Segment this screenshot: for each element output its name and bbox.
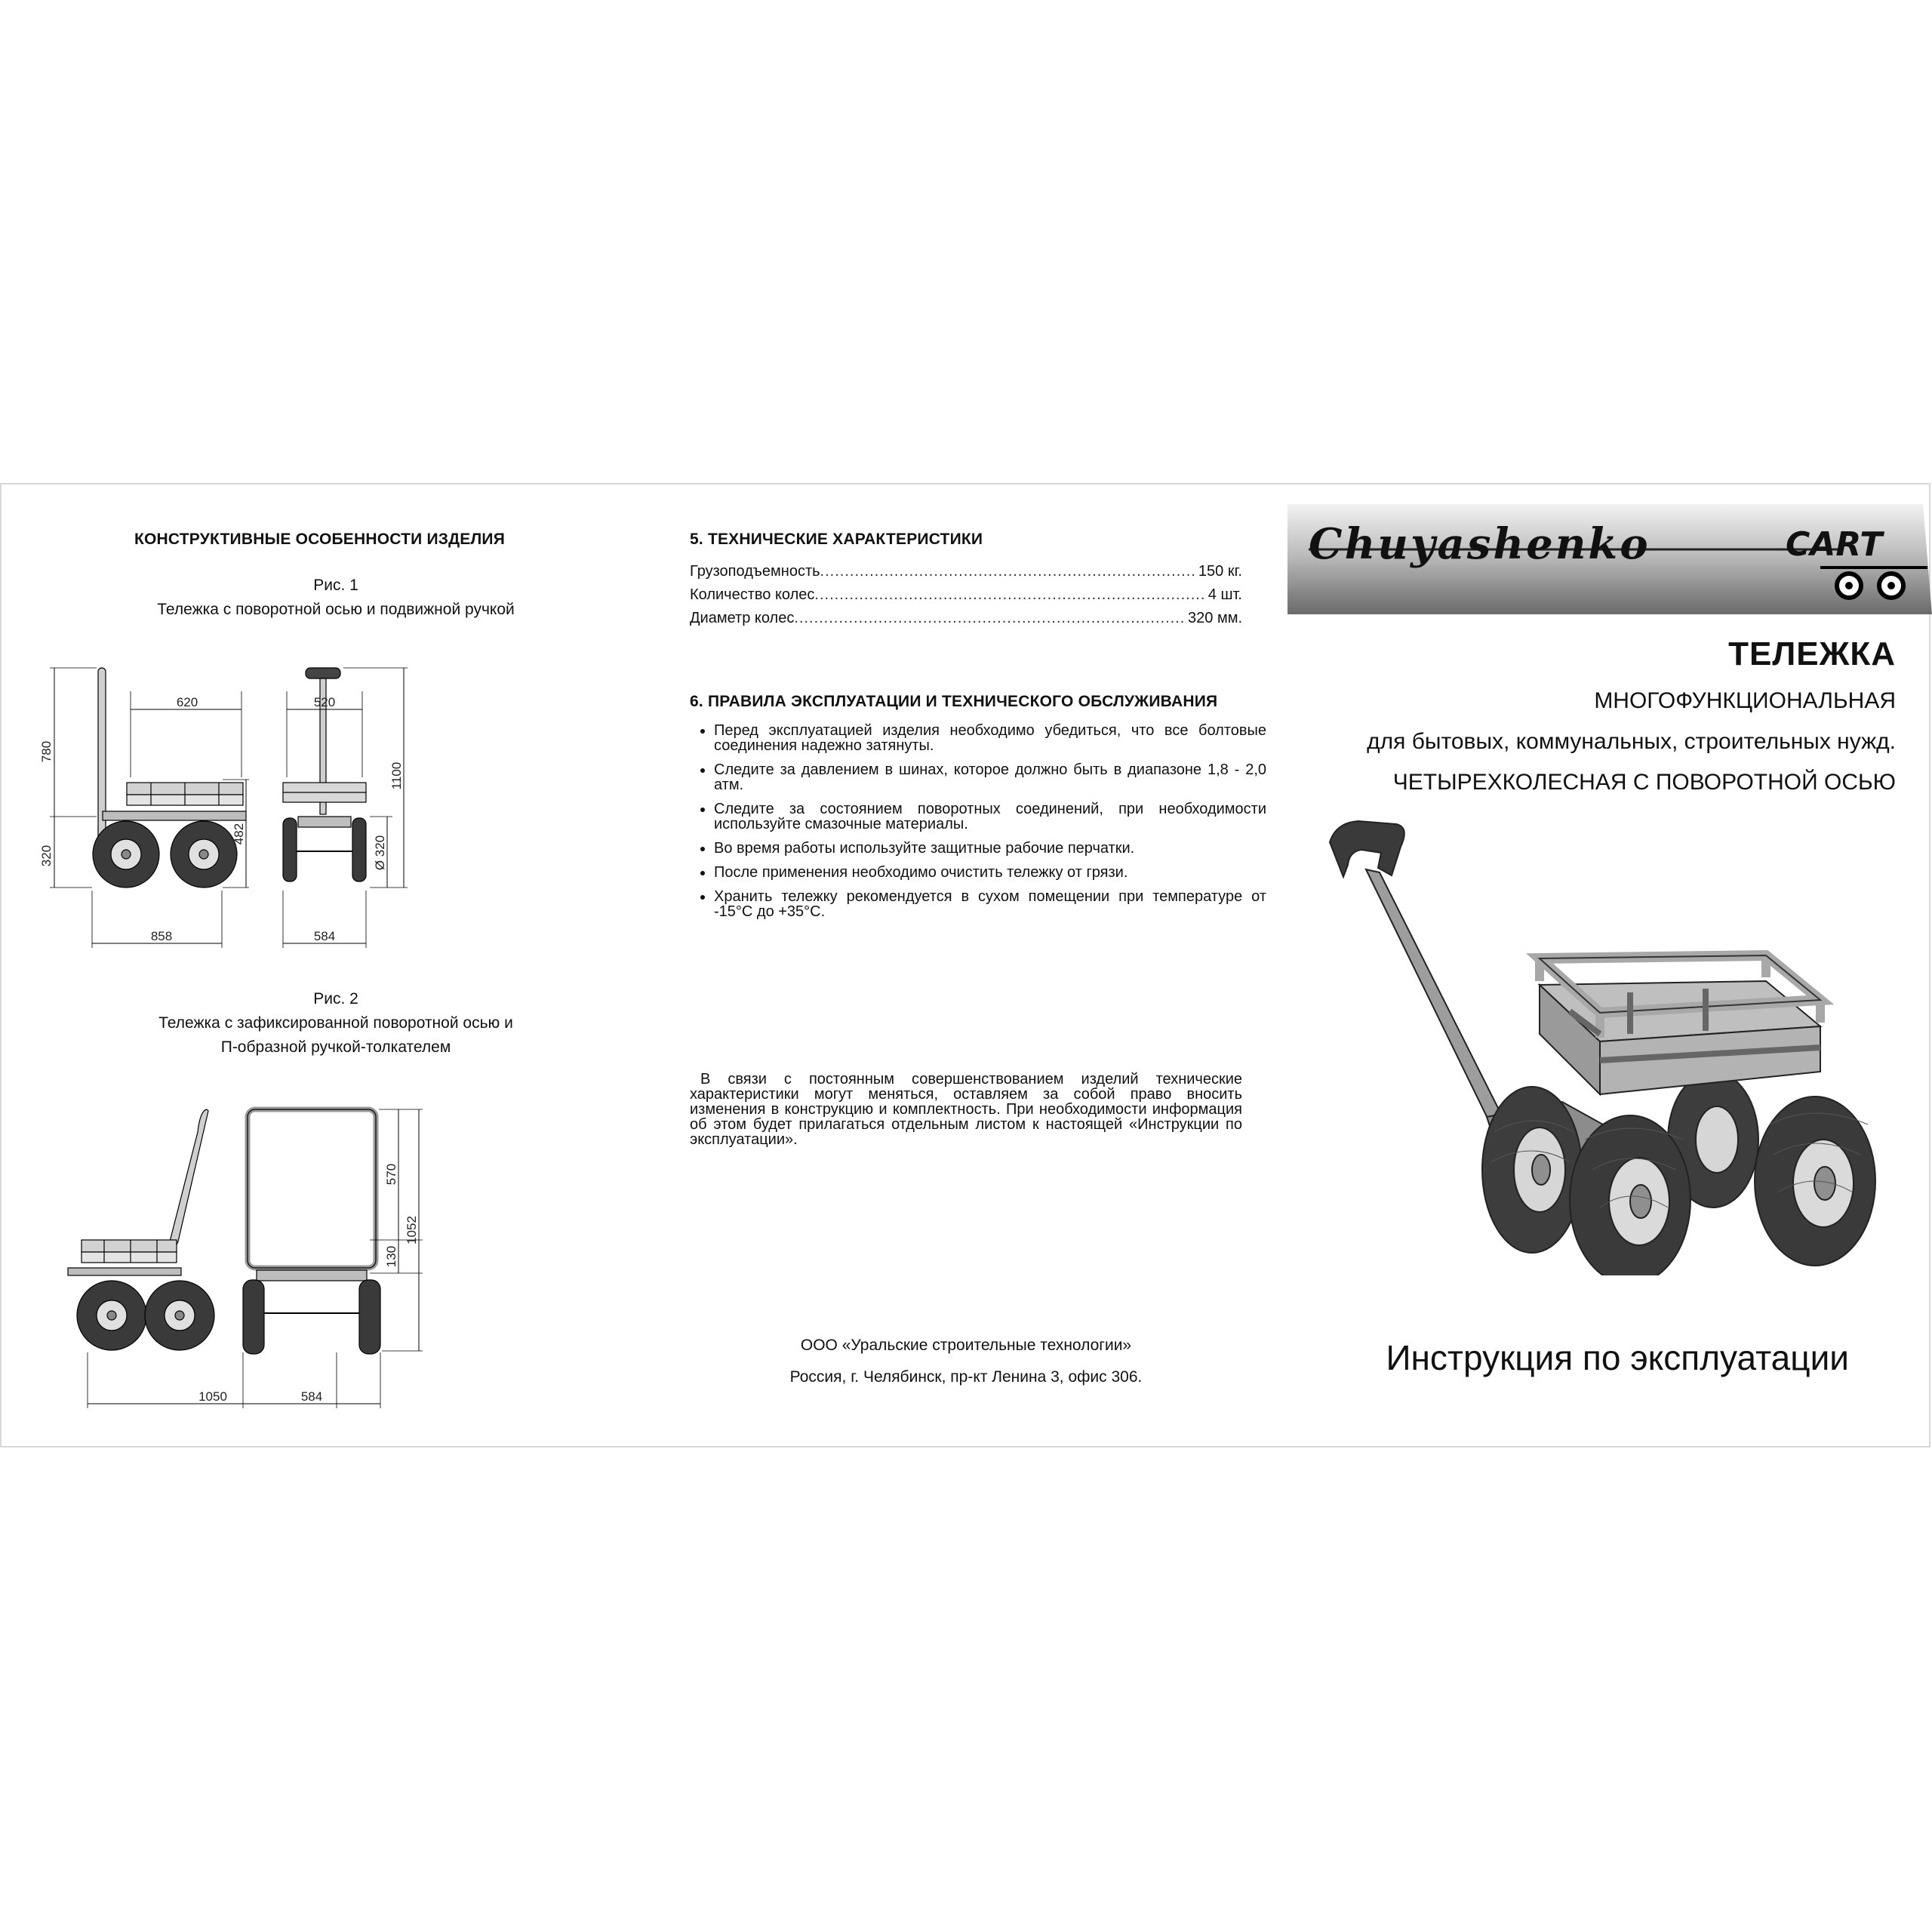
specs-heading: 5. ТЕХНИЧЕСКИЕ ХАРАКТЕРИСТИКИ xyxy=(690,531,983,548)
dim-front-base: 584 xyxy=(313,929,336,943)
dim-front-total-height: 1100 xyxy=(389,761,404,790)
spec-row: Диаметр колес ..... 320 мм. xyxy=(690,607,1242,630)
dim-top-width: 620 xyxy=(176,695,198,709)
dim-total-length: 858 xyxy=(150,929,173,943)
rule-item: • Хранить тележку рекомендуется в сухом помещении при температуре от -15°С до +35°С. xyxy=(714,889,1266,919)
rule-item: • Следите за состоянием поворотных соединений, при необходимости используйте смазочные материалы. xyxy=(714,801,1266,832)
rule-item: • Во время работы используйте защитные рабочие перчатки. xyxy=(714,841,1266,856)
spec-row: Грузоподъемность ..... 150 кг. xyxy=(690,560,1242,583)
dim2-total-height: 1052 xyxy=(405,1216,419,1244)
logo-cart: CART xyxy=(1786,525,1883,564)
cart-illustration xyxy=(1313,808,1917,1275)
fig2-label: Рис. 2 xyxy=(313,990,358,1008)
product-subtitle3: ЧЕТЫРЕХКОЛЕСНАЯ С ПОВОРОТНОЙ ОСЬЮ xyxy=(1392,770,1896,795)
fig1-label: Рис. 1 xyxy=(313,577,358,594)
rules-list xyxy=(690,723,1266,928)
dim2-front-base: 584 xyxy=(300,1389,323,1404)
rule-item: • Перед эксплуатацией изделия необходимо убедиться, что все болтовые соединения надежно затянуты. xyxy=(714,723,1266,753)
dim2-total-length: 1050 xyxy=(198,1389,227,1404)
fig2-caption-line1: Тележка с зафиксированной поворотной осью и xyxy=(158,1014,513,1032)
product-subtitle1: МНОГОФУНКЦИОНАЛЬНАЯ xyxy=(1594,688,1896,713)
dim-wheel-diameter: Ø 320 xyxy=(373,835,387,871)
fig1-drawing xyxy=(38,657,611,958)
logo-script: Chuyashenko xyxy=(1309,519,1651,569)
manual-footer: Инструкция по эксплуатации xyxy=(1386,1338,1849,1377)
spec-row: Количество колес ..... 4 шт. xyxy=(690,583,1242,607)
dim-wheel-height: 320 xyxy=(39,844,54,867)
changes-note: В связи с постоянным совершенствованием изделий технические характеристики могут меняться, оставляем за собой право вносить изменения в конструкцию и комплектность. При необходимости информация об этом будет прилагаться отдельным листом к настоящей «Инструкции по эксплуатации». xyxy=(690,1071,1242,1148)
product-title: ТЕЛЕЖКА xyxy=(1728,635,1896,672)
company-name: ООО «Уральские строительные технологии» xyxy=(800,1337,1132,1354)
dim-handle-height: 780 xyxy=(39,740,54,763)
company-address: Россия, г. Челябинск, пр-кт Ленина 3, офис 306. xyxy=(789,1368,1143,1386)
fig1-caption: Тележка с поворотной осью и подвижной ручкой xyxy=(157,601,515,618)
dim2-upper-height: 570 xyxy=(384,1163,398,1186)
fig2-caption-line2: П-образной ручкой-толкателем xyxy=(220,1038,451,1056)
dim-front-width: 520 xyxy=(313,695,336,709)
specs-list xyxy=(690,560,1242,630)
product-subtitle2: для бытовых, коммунальных, строительных нужд. xyxy=(1367,729,1896,754)
fig2-drawing xyxy=(38,1094,611,1411)
rule-item: • Следите за давлением в шинах, которое должно быть в диапазоне 1,8 - 2,0 атм. xyxy=(714,762,1266,792)
rules-heading: 6. ПРАВИЛА ЭКСПЛУАТАЦИИ И ТЕХНИЧЕСКОГО ОБСЛУЖИВАНИЯ xyxy=(690,693,1218,710)
construction-heading: КОНСТРУКТИВНЫЕ ОСОБЕННОСТИ ИЗДЕЛИЯ xyxy=(134,531,505,548)
rule-item: • После применения необходимо очистить тележку от грязи. xyxy=(714,865,1266,880)
dim-platform-height: 482 xyxy=(232,823,246,845)
dim2-gap-height: 130 xyxy=(384,1245,398,1268)
brand-logo xyxy=(1287,504,1932,614)
